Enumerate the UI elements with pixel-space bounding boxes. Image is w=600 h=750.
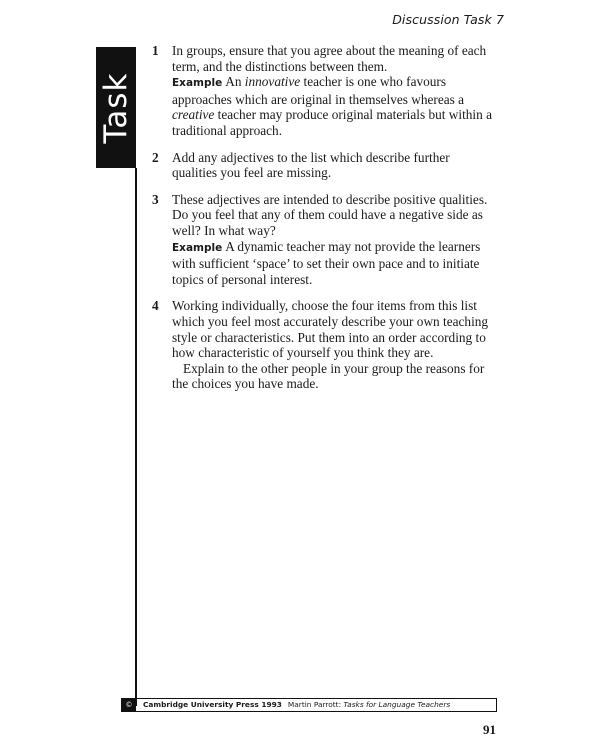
- task-item-4: [152, 298, 497, 392]
- example-text: An: [225, 74, 245, 90]
- running-head: Discussion Task 7: [392, 12, 504, 27]
- item-number: 3: [152, 191, 159, 207]
- example-term-innovative: innovative: [244, 74, 301, 90]
- page-number: 91: [483, 722, 496, 737]
- example-label: Example: [172, 241, 223, 254]
- item-example: [172, 239, 497, 288]
- example-text: A dynamic teacher may not provide the learners with sufficient ‘space’ to set their own pace and to initiate topics of personal interest.: [172, 238, 481, 287]
- item-example: [172, 74, 497, 138]
- item-text-continued: Explain to the other people in your group the reasons for the choices you have made.: [172, 360, 485, 392]
- task-item-2: [152, 150, 497, 181]
- example-label: Example: [172, 77, 223, 90]
- footer-text: [143, 699, 450, 711]
- example-text: teacher is one who favours approaches which are original in themselves whereas a: [172, 74, 465, 107]
- copyright-mark: ©: [122, 699, 136, 711]
- item-number: 2: [152, 149, 159, 165]
- task-item-1: [152, 43, 497, 139]
- item-number: 1: [152, 43, 159, 58]
- item-text: Add any adjectives to the list which describe further qualities you feel are missing.: [172, 149, 450, 181]
- footer-book-title: Tasks for Language Teachers: [343, 700, 451, 709]
- item-text: These adjectives are intended to describe positive qualities. Do you feel that any of them could have a negative side as well? In what way?: [172, 191, 488, 238]
- footer-press: Cambridge University Press 1993: [143, 700, 282, 709]
- task-item-3: [152, 192, 497, 288]
- example-text: teacher may produce original materials but within a traditional approach.: [172, 107, 492, 138]
- task-tab: [96, 47, 136, 168]
- vertical-rule: [135, 168, 137, 706]
- item-number: 4: [152, 298, 159, 314]
- item-text: Working individually, choose the four items from this list which you feel most accurately describe your own teaching style or characteristics. Put them into an order according to how characteristic of yourself you think they are.: [172, 298, 489, 361]
- footer-author: Martin Parrott:: [287, 700, 344, 709]
- task-tab-label: Task: [98, 72, 134, 143]
- task-list: [152, 43, 497, 403]
- example-term-creative: creative: [172, 107, 215, 123]
- item-text: In groups, ensure that you agree about the meaning of each term, and the distinctions between them.: [172, 43, 487, 74]
- copyright-footer: [121, 698, 497, 712]
